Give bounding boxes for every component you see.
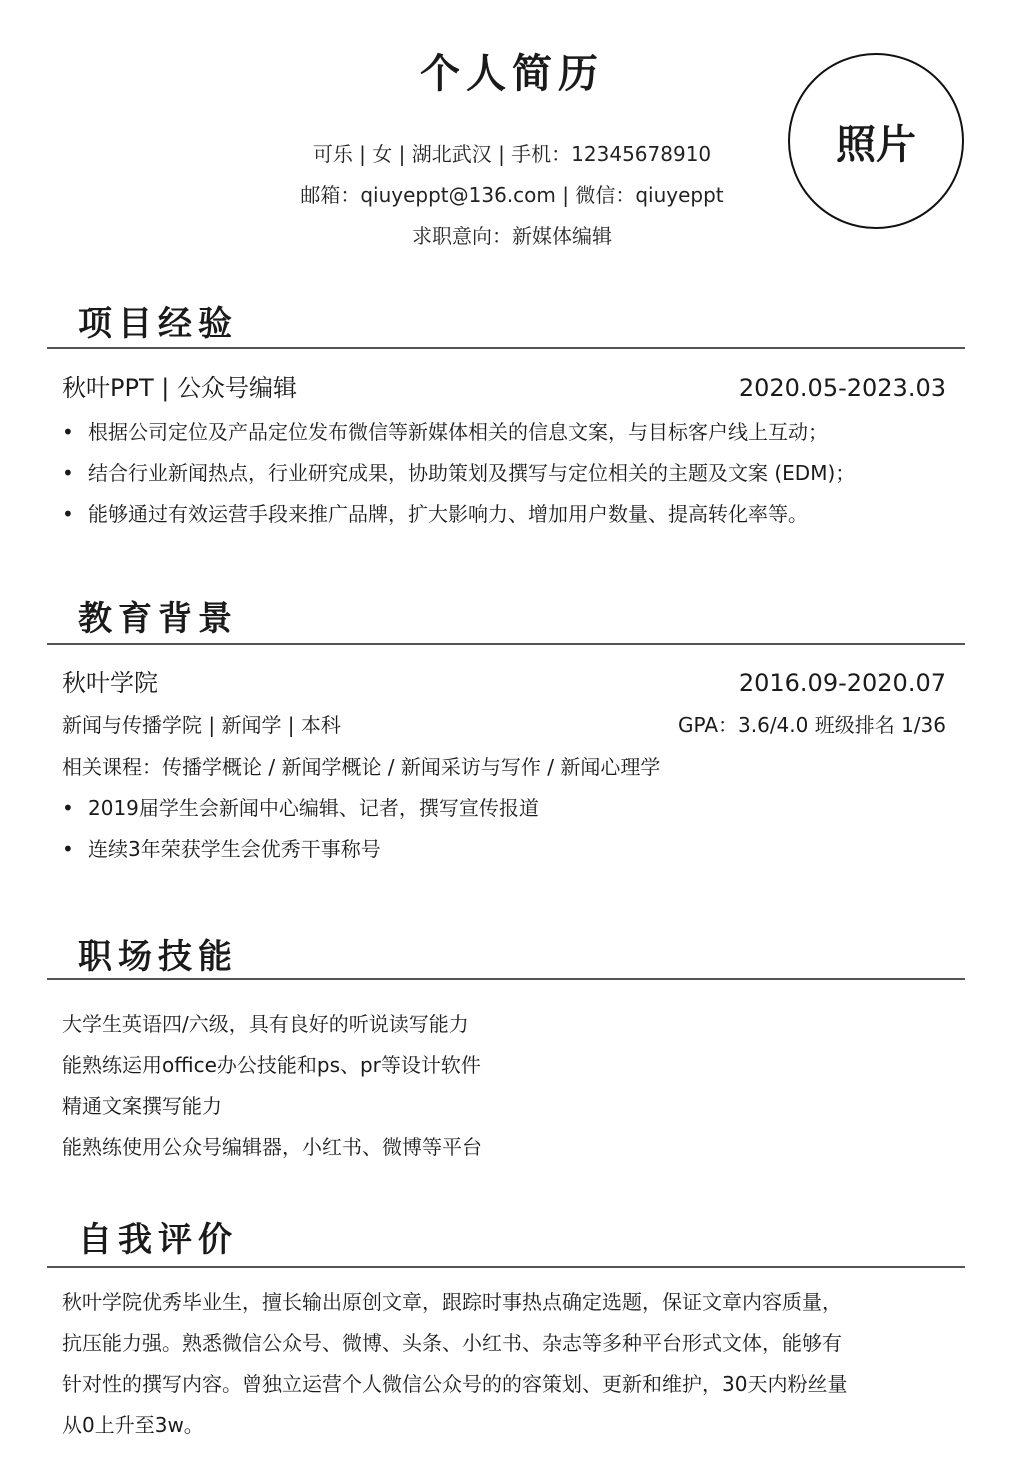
section-divider bbox=[47, 978, 965, 980]
self-eval-line: 秋叶学院优秀毕业生，擅长输出原创文章，跟踪时事热点确定选题，保证文章内容质量， bbox=[62, 1290, 842, 1314]
photo-label: 照片 bbox=[836, 121, 916, 168]
list-item bbox=[62, 792, 539, 821]
list-item-text: 根据公司定位及产品定位发布微信等新媒体相关的信息文案，与目标客户线上互动； bbox=[88, 420, 828, 444]
section-heading-self-eval: 自我评价 bbox=[78, 1220, 238, 1260]
list-item bbox=[62, 416, 828, 445]
skill-item: 能熟练运用office办公技能和ps、pr等设计软件 bbox=[62, 1053, 481, 1077]
list-item-text: 能够通过有效运营手段来推广品牌，扩大影响力、增加用户数量、提高转化率等。 bbox=[88, 502, 808, 526]
education-detail-row bbox=[62, 709, 946, 738]
skill-item: 能熟练使用公众号编辑器，小红书、微博等平台 bbox=[62, 1135, 482, 1159]
education-period: 2016.09-2020.07 bbox=[738, 669, 946, 697]
project-header-row bbox=[62, 368, 946, 403]
project-period: 2020.05-2023.03 bbox=[738, 374, 946, 402]
basic-info-line: 可乐 | 女 | 湖北武汉 | 手机：12345678910 bbox=[312, 142, 712, 166]
major-info: 新闻与传播学院 | 新闻学 | 本科 bbox=[62, 713, 341, 737]
bullet-mark: • bbox=[62, 461, 74, 485]
list-item bbox=[62, 457, 855, 486]
skill-item: 精通文案撰写能力 bbox=[62, 1094, 222, 1118]
section-heading-project: 项目经验 bbox=[78, 304, 238, 344]
section-divider bbox=[47, 1266, 965, 1268]
list-item bbox=[62, 833, 381, 862]
job-intention-line: 求职意向：新媒体编辑 bbox=[412, 224, 612, 248]
bullet-mark: • bbox=[62, 837, 74, 861]
list-item-text: 连续3年荣获学生会优秀干事称号 bbox=[88, 837, 381, 861]
list-item-text: 2019届学生会新闻中心编辑、记者，撰写宣传报道 bbox=[88, 796, 539, 820]
gpa-info: GPA：3.6/4.0 班级排名 1/36 bbox=[678, 713, 946, 737]
bullet-mark: • bbox=[62, 796, 74, 820]
courses-line: 相关课程：传播学概论 / 新闻学概论 / 新闻采访与写作 / 新闻心理学 bbox=[62, 755, 661, 779]
school-name: 秋叶学院 bbox=[62, 669, 158, 697]
bullet-mark: • bbox=[62, 502, 74, 526]
self-eval-line: 从0上升至3w。 bbox=[62, 1413, 204, 1437]
resume-title: 个人简历 bbox=[420, 51, 604, 97]
bullet-mark: • bbox=[62, 420, 74, 444]
list-item-text: 结合行业新闻热点，行业研究成果，协助策划及撰写与定位相关的主题及文案 (EDM)； bbox=[88, 461, 856, 485]
photo-placeholder bbox=[788, 53, 964, 229]
list-item bbox=[62, 498, 808, 527]
section-heading-education: 教育背景 bbox=[78, 599, 238, 639]
self-eval-line: 抗压能力强。熟悉微信公众号、微博、头条、小红书、杂志等多种平台形式文体，能够有 bbox=[62, 1331, 842, 1355]
self-eval-line: 针对性的撰写内容。曾独立运营个人微信公众号的的容策划、更新和维护，30天内粉丝量 bbox=[62, 1372, 848, 1396]
section-divider bbox=[47, 643, 965, 645]
section-heading-skills: 职场技能 bbox=[78, 937, 238, 977]
section-divider bbox=[47, 347, 965, 349]
skill-item: 大学生英语四/六级，具有良好的听说读写能力 bbox=[62, 1012, 469, 1036]
project-org: 秋叶PPT | 公众号编辑 bbox=[62, 374, 297, 402]
education-header-row bbox=[62, 663, 946, 698]
contact-info-line: 邮箱：qiuyeppt@136.com | 微信：qiuyeppt bbox=[300, 183, 724, 207]
